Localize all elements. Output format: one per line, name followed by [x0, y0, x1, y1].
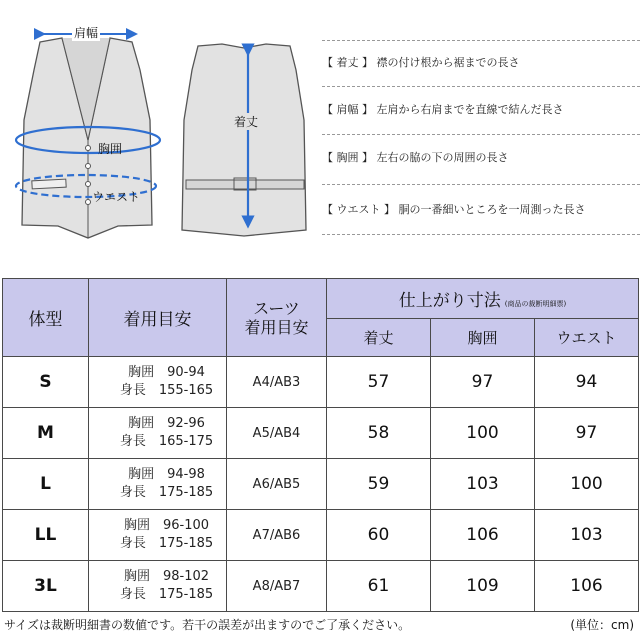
row-chest-guide: 胸囲 96-100 [123, 518, 210, 533]
row-waist: 100 [535, 459, 639, 510]
row-chest: 100 [431, 408, 535, 459]
note-length [322, 53, 640, 73]
note-waist-text: 胴の一番細いところを一周測った長さ [398, 203, 586, 216]
row-length: 60 [327, 510, 431, 561]
row-height-guide: 身長 175-185 [119, 587, 214, 602]
row-type: S [3, 357, 89, 408]
vest-front [22, 38, 152, 238]
row-guide [89, 459, 227, 510]
row-chest-guide: 胸囲 90-94 [128, 365, 205, 380]
vest-illustration [0, 0, 320, 262]
row-length: 61 [327, 561, 431, 612]
header-waist: ウエスト [535, 319, 639, 357]
waist-label: ウエスト [92, 190, 141, 204]
row-suit: A8/AB7 [227, 561, 327, 612]
row-chest-guide: 胸囲 92-96 [128, 416, 205, 431]
row-waist: 94 [535, 357, 639, 408]
vest-back [182, 44, 306, 236]
note-waist [322, 200, 640, 220]
header-suit-line1: スーツ [253, 298, 300, 318]
row-waist: 103 [535, 510, 639, 561]
row-length: 57 [327, 357, 431, 408]
row-chest-guide: 胸囲 94-98 [128, 467, 205, 482]
note-length-bracket: 【 着丈 】 [322, 56, 373, 69]
note-chest-text: 左右の脇の下の周囲の長さ [376, 151, 509, 164]
row-guide [89, 510, 227, 561]
table-row [3, 561, 639, 612]
header-finished-label: 仕上がり寸法 [398, 291, 501, 311]
row-suit: A5/AB4 [227, 408, 327, 459]
note-length-text: 襟の付け根から裾までの長さ [376, 56, 520, 69]
header-finished [327, 279, 639, 319]
header-length: 着丈 [327, 319, 431, 357]
row-height-guide: 身長 175-185 [119, 536, 214, 551]
size-table [2, 278, 639, 612]
note-shoulder-bracket: 【 肩幅 】 [322, 103, 373, 116]
note-chest-bracket: 【 胸囲 】 [322, 151, 373, 164]
row-chest: 97 [431, 357, 535, 408]
shoulder-label: 肩幅 [74, 26, 99, 40]
note-waist-bracket: 【 ウエスト 】 [322, 203, 395, 216]
header-suit [227, 279, 327, 357]
footer-unit: (単位：cm) [570, 618, 634, 632]
note-shoulder [322, 100, 640, 120]
row-length: 58 [327, 408, 431, 459]
vest-diagram-area [0, 0, 640, 262]
row-type: L [3, 459, 89, 510]
row-type: M [3, 408, 89, 459]
row-suit: A4/AB3 [227, 357, 327, 408]
button-3 [86, 182, 91, 187]
button-2 [86, 164, 91, 169]
row-suit: A6/AB5 [227, 459, 327, 510]
row-chest: 103 [431, 459, 535, 510]
header-type: 体型 [3, 279, 89, 357]
length-label: 着丈 [234, 115, 259, 129]
row-height-guide: 身長 155-165 [119, 383, 214, 398]
footer [4, 616, 638, 633]
row-guide [89, 408, 227, 459]
header-finished-note: (商品の裁断明細票) [504, 300, 567, 308]
footer-note: サイズは裁断明細書の数値です。若干の誤差が出ますのでご了承ください。 [4, 618, 411, 632]
button-1 [86, 146, 91, 151]
row-height-guide: 身長 165-175 [119, 434, 214, 449]
row-chest: 109 [431, 561, 535, 612]
row-guide [89, 357, 227, 408]
row-chest: 106 [431, 510, 535, 561]
row-type: 3L [3, 561, 89, 612]
chest-label: 胸囲 [98, 142, 123, 156]
table-row [3, 357, 639, 408]
header-guide: 着用目安 [89, 279, 227, 357]
button-4 [86, 200, 91, 205]
note-chest [322, 148, 640, 168]
row-chest-guide: 胸囲 98-102 [123, 569, 210, 584]
row-height-guide: 身長 175-185 [119, 485, 214, 500]
header-suit-line2: 着用目安 [244, 317, 309, 337]
row-length: 59 [327, 459, 431, 510]
header-chest: 胸囲 [431, 319, 535, 357]
row-waist: 97 [535, 408, 639, 459]
table-row [3, 459, 639, 510]
table-row [3, 510, 639, 561]
table-row [3, 408, 639, 459]
row-guide [89, 561, 227, 612]
row-type: LL [3, 510, 89, 561]
row-suit: A7/AB6 [227, 510, 327, 561]
note-shoulder-text: 左肩から右肩までを直線で結んだ長さ [376, 103, 564, 116]
row-waist: 106 [535, 561, 639, 612]
